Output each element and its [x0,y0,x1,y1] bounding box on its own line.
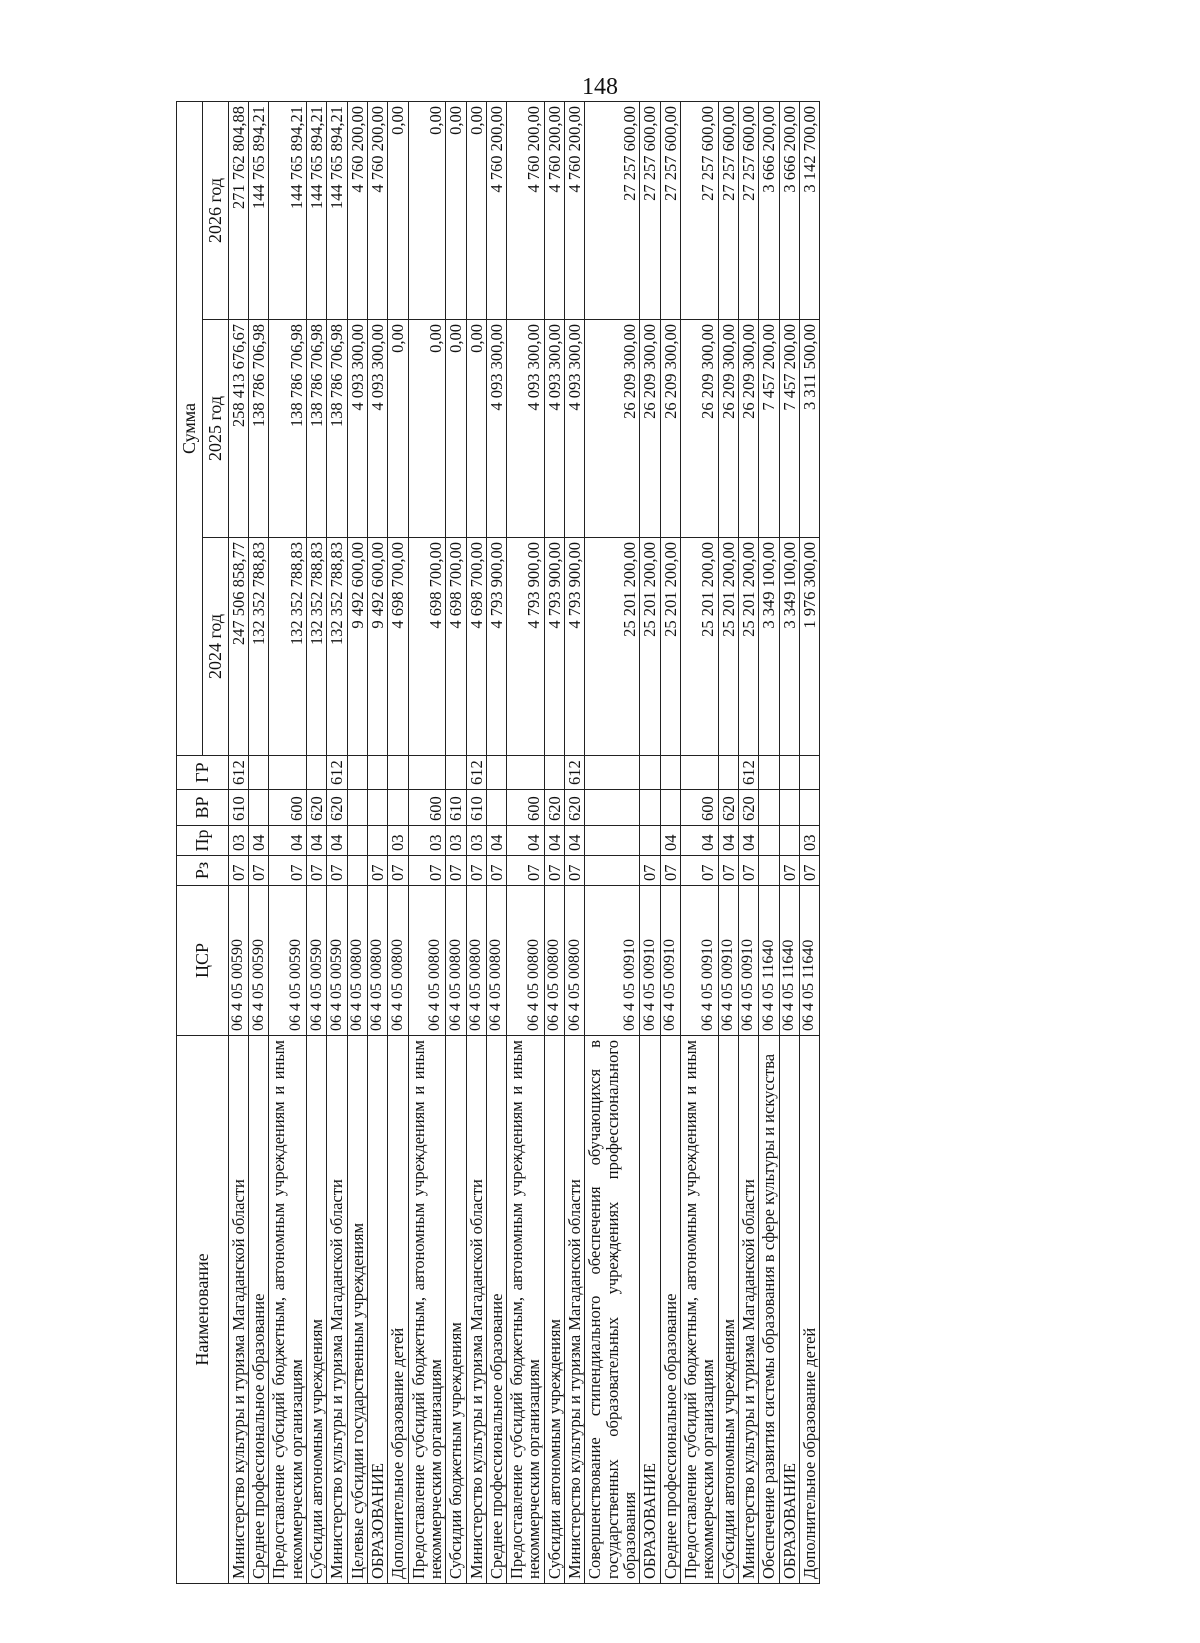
row-vr: 600 [507,790,545,826]
row-sum-2026: 144 765 894,21 [249,102,269,320]
row-csr: 06 4 05 00800 [347,886,367,1036]
row-rz: 07 [307,856,327,886]
row-rz: 07 [249,856,269,886]
row-vr: 620 [307,790,327,826]
row-gr: 612 [228,756,248,790]
row-name: ОБРАЗОВАНИЕ [640,1036,660,1584]
row-pr: 03 [388,826,408,856]
row-sum-2026: 4 760 200,00 [565,102,585,320]
row-vr: 620 [565,790,585,826]
row-name: Обеспечение развития системы образования в сфере культуры и искусства [759,1036,779,1584]
row-rz [347,856,367,886]
row-gr [408,756,446,790]
row-sum-2024: 25 201 200,00 [585,538,640,756]
row-vr: 620 [738,790,758,826]
row-csr: 06 4 05 11640 [799,886,819,1036]
table-row [347,102,367,1584]
row-vr [660,790,680,826]
row-pr: 04 [738,826,758,856]
row-rz: 07 [327,856,347,886]
row-sum-2025: 0,00 [408,320,446,538]
row-name: Предоставление субсидий бюджетным, автономным учреждениям и иным некоммерческим организациям [680,1036,718,1584]
row-name: Субсидии автономным учреждениям [718,1036,738,1584]
row-name: Дополнительное образование детей [799,1036,819,1584]
row-name: Министерство культуры и туризма Магаданской области [738,1036,758,1584]
row-sum-2026: 4 760 200,00 [486,102,506,320]
row-vr: 610 [228,790,248,826]
table-row [640,102,660,1584]
row-sum-2026: 144 765 894,21 [307,102,327,320]
row-csr: 06 4 05 00590 [249,886,269,1036]
row-vr [799,790,819,826]
row-sum-2025: 138 786 706,98 [327,320,347,538]
row-sum-2026: 0,00 [446,102,466,320]
row-csr: 06 4 05 00800 [388,886,408,1036]
row-sum-2024: 25 201 200,00 [640,538,660,756]
row-sum-2026: 0,00 [466,102,486,320]
header-2026: 2026 год [202,102,228,320]
row-sum-2025: 0,00 [466,320,486,538]
row-vr [388,790,408,826]
table-row [680,102,718,1584]
header-csr: ЦСР [177,886,229,1036]
row-gr: 612 [466,756,486,790]
table-row [249,102,269,1584]
row-sum-2024: 4 698 700,00 [408,538,446,756]
table-row [507,102,545,1584]
row-csr: 06 4 05 00800 [446,886,466,1036]
row-sum-2024: 3 349 100,00 [779,538,799,756]
row-rz: 07 [718,856,738,886]
row-sum-2025: 138 786 706,98 [269,320,307,538]
row-sum-2024: 4 698 700,00 [388,538,408,756]
row-sum-2024: 132 352 788,83 [269,538,307,756]
header-2025: 2025 год [202,320,228,538]
table-row [779,102,799,1584]
row-sum-2025: 26 209 300,00 [738,320,758,538]
row-sum-2025: 0,00 [446,320,466,538]
row-sum-2025: 26 209 300,00 [718,320,738,538]
table-row [269,102,307,1584]
row-gr [307,756,327,790]
header-2024: 2024 год [202,538,228,756]
row-rz: 07 [388,856,408,886]
row-pr: 03 [466,826,486,856]
row-sum-2026: 4 760 200,00 [544,102,564,320]
table-row [585,102,640,1584]
row-sum-2026: 27 257 600,00 [585,102,640,320]
row-pr: 04 [307,826,327,856]
row-sum-2024: 25 201 200,00 [680,538,718,756]
row-sum-2024: 4 793 900,00 [565,538,585,756]
row-sum-2026: 3 666 200,00 [779,102,799,320]
row-pr: 04 [544,826,564,856]
row-sum-2025: 7 457 200,00 [759,320,779,538]
row-sum-2026: 27 257 600,00 [738,102,758,320]
row-vr [585,790,640,826]
row-sum-2025: 4 093 300,00 [507,320,545,538]
row-sum-2024: 132 352 788,83 [249,538,269,756]
row-sum-2025: 26 209 300,00 [585,320,640,538]
row-pr [759,826,779,856]
row-vr: 610 [466,790,486,826]
row-sum-2026: 0,00 [408,102,446,320]
row-name: ОБРАЗОВАНИЕ [367,1036,387,1584]
row-name: Предоставление субсидий бюджетным, автономным учреждениям и иным некоммерческим организациям [408,1036,446,1584]
row-pr [779,826,799,856]
row-pr: 04 [486,826,506,856]
row-csr: 06 4 05 00800 [544,886,564,1036]
row-sum-2025: 26 209 300,00 [660,320,680,538]
row-sum-2025: 4 093 300,00 [544,320,564,538]
row-name: Министерство культуры и туризма Магаданской области [466,1036,486,1584]
row-rz: 07 [660,856,680,886]
header-pr: Пр [177,826,229,856]
row-csr: 06 4 05 00590 [307,886,327,1036]
row-csr: 06 4 05 00910 [585,886,640,1036]
row-gr [507,756,545,790]
row-name: Среднее профессиональное образование [249,1036,269,1584]
row-gr [269,756,307,790]
row-rz: 07 [367,856,387,886]
table-row [388,102,408,1584]
row-vr [759,790,779,826]
row-vr: 620 [718,790,738,826]
row-csr: 06 4 05 00590 [269,886,307,1036]
row-pr [585,826,640,856]
row-gr: 612 [738,756,758,790]
row-sum-2025: 258 413 676,67 [228,320,248,538]
row-name: Министерство культуры и туризма Магаданской области [565,1036,585,1584]
row-vr: 610 [446,790,466,826]
row-sum-2026: 27 257 600,00 [660,102,680,320]
row-csr: 06 4 05 00910 [718,886,738,1036]
row-rz [585,856,640,886]
header-sum: Сумма [177,102,203,756]
row-pr: 04 [507,826,545,856]
row-gr [640,756,660,790]
row-gr: 612 [327,756,347,790]
row-sum-2026: 4 760 200,00 [347,102,367,320]
row-name: Субсидии бюджетным учреждениям [446,1036,466,1584]
row-csr: 06 4 05 00910 [680,886,718,1036]
row-pr: 04 [718,826,738,856]
row-sum-2024: 4 698 700,00 [446,538,466,756]
table-row [446,102,466,1584]
row-sum-2024: 4 793 900,00 [507,538,545,756]
budget-table [176,101,820,1584]
table-row [367,102,387,1584]
header-rz: Рз [177,856,229,886]
row-csr: 06 4 05 00800 [507,886,545,1036]
row-vr [347,790,367,826]
row-pr: 04 [269,826,307,856]
row-rz: 07 [466,856,486,886]
row-pr: 04 [249,826,269,856]
row-name: Министерство культуры и туризма Магаданской области [228,1036,248,1584]
row-name: Среднее профессиональное образование [486,1036,506,1584]
row-rz [759,856,779,886]
row-name: Министерство культуры и туризма Магаданской области [327,1036,347,1584]
row-name: Среднее профессиональное образование [660,1036,680,1584]
header-name: Наименование [177,1036,229,1584]
table-row [565,102,585,1584]
row-gr [779,756,799,790]
row-sum-2025: 26 209 300,00 [640,320,660,538]
row-pr: 04 [327,826,347,856]
row-vr [249,790,269,826]
row-gr [544,756,564,790]
row-sum-2024: 3 349 100,00 [759,538,779,756]
row-gr [759,756,779,790]
row-csr: 06 4 05 11640 [759,886,779,1036]
row-rz: 07 [269,856,307,886]
row-sum-2025: 26 209 300,00 [680,320,718,538]
row-name: Предоставление субсидий бюджетным, автономным учреждениям и иным некоммерческим организациям [269,1036,307,1584]
table-row [799,102,819,1584]
row-gr [680,756,718,790]
row-vr [367,790,387,826]
header-gr: ГР [177,756,229,790]
row-sum-2026: 0,00 [388,102,408,320]
row-csr: 06 4 05 00910 [660,886,680,1036]
row-sum-2026: 3 142 700,00 [799,102,819,320]
row-pr [347,826,367,856]
row-sum-2026: 27 257 600,00 [718,102,738,320]
table-row [327,102,347,1584]
row-rz: 07 [640,856,660,886]
table-row [466,102,486,1584]
rotated-table-frame [176,102,1064,1584]
row-gr [486,756,506,790]
row-rz: 07 [738,856,758,886]
row-rz: 07 [408,856,446,886]
row-sum-2025: 7 457 200,00 [779,320,799,538]
row-gr [660,756,680,790]
table-row [544,102,564,1584]
table-row [408,102,446,1584]
row-gr: 612 [565,756,585,790]
row-sum-2025: 4 093 300,00 [486,320,506,538]
row-sum-2024: 25 201 200,00 [718,538,738,756]
row-rz: 07 [486,856,506,886]
row-rz: 07 [544,856,564,886]
row-rz: 07 [565,856,585,886]
header-vr: ВР [177,790,229,826]
row-sum-2025: 0,00 [388,320,408,538]
row-gr [249,756,269,790]
row-pr: 03 [228,826,248,856]
row-pr: 04 [660,826,680,856]
row-sum-2026: 144 765 894,21 [269,102,307,320]
table-row [660,102,680,1584]
row-sum-2025: 3 311 500,00 [799,320,819,538]
row-gr [799,756,819,790]
table-row [486,102,506,1584]
row-gr [718,756,738,790]
row-sum-2024: 4 698 700,00 [466,538,486,756]
row-rz: 07 [446,856,466,886]
row-vr: 600 [408,790,446,826]
row-name: Предоставление субсидий бюджетным, автономным учреждениям и иным некоммерческим организациям [507,1036,545,1584]
row-vr [640,790,660,826]
row-gr [367,756,387,790]
row-name: Целевые субсидии государственным учреждениям [347,1036,367,1584]
row-sum-2024: 4 793 900,00 [486,538,506,756]
row-pr: 04 [565,826,585,856]
row-name: Субсидии автономным учреждениям [307,1036,327,1584]
row-pr [367,826,387,856]
row-sum-2026: 271 762 804,88 [228,102,248,320]
rotated-table-container [176,102,1064,1584]
row-csr: 06 4 05 00800 [466,886,486,1036]
row-gr [446,756,466,790]
row-rz: 07 [507,856,545,886]
row-rz: 07 [680,856,718,886]
row-sum-2025: 138 786 706,98 [307,320,327,538]
row-name: ОБРАЗОВАНИЕ [779,1036,799,1584]
row-gr [388,756,408,790]
row-sum-2025: 4 093 300,00 [347,320,367,538]
row-sum-2024: 247 506 858,77 [228,538,248,756]
table-row [738,102,758,1584]
row-sum-2026: 27 257 600,00 [640,102,660,320]
row-vr [779,790,799,826]
row-csr: 06 4 05 00800 [565,886,585,1036]
table-row [759,102,779,1584]
row-sum-2024: 25 201 200,00 [660,538,680,756]
row-sum-2026: 144 765 894,21 [327,102,347,320]
row-sum-2024: 1 976 300,00 [799,538,819,756]
row-pr: 03 [446,826,466,856]
row-rz: 07 [779,856,799,886]
row-vr: 620 [327,790,347,826]
row-sum-2025: 4 093 300,00 [367,320,387,538]
row-sum-2026: 27 257 600,00 [680,102,718,320]
row-sum-2025: 4 093 300,00 [565,320,585,538]
row-name: Субсидии автономным учреждениям [544,1036,564,1584]
table-header [177,102,229,1584]
row-rz: 07 [228,856,248,886]
row-vr: 620 [544,790,564,826]
row-pr: 04 [680,826,718,856]
row-sum-2024: 9 492 600,00 [347,538,367,756]
row-sum-2024: 132 352 788,83 [327,538,347,756]
row-csr: 06 4 05 11640 [779,886,799,1036]
row-rz: 07 [799,856,819,886]
row-vr [486,790,506,826]
row-csr: 06 4 05 00800 [367,886,387,1036]
row-pr: 03 [408,826,446,856]
row-csr: 06 4 05 00590 [228,886,248,1036]
row-pr [640,826,660,856]
row-name: Дополнительное образование детей [388,1036,408,1584]
row-pr: 03 [799,826,819,856]
table-body [228,102,819,1584]
row-sum-2026: 3 666 200,00 [759,102,779,320]
row-sum-2026: 4 760 200,00 [507,102,545,320]
row-csr: 06 4 05 00910 [738,886,758,1036]
page-number: 148 [582,74,618,100]
row-csr: 06 4 05 00800 [408,886,446,1036]
row-csr: 06 4 05 00910 [640,886,660,1036]
row-vr: 600 [680,790,718,826]
row-sum-2026: 4 760 200,00 [367,102,387,320]
row-sum-2024: 25 201 200,00 [738,538,758,756]
row-gr [585,756,640,790]
row-vr: 600 [269,790,307,826]
row-sum-2024: 9 492 600,00 [367,538,387,756]
table-row [228,102,248,1584]
row-sum-2024: 4 793 900,00 [544,538,564,756]
row-sum-2025: 138 786 706,98 [249,320,269,538]
row-name: Совершенствование стипендиального обеспечения обучающихся в государственных образовательных учреждениях профессионального образования [585,1036,640,1584]
row-sum-2024: 132 352 788,83 [307,538,327,756]
table-row [718,102,738,1584]
table-row [307,102,327,1584]
row-gr [347,756,367,790]
row-csr: 06 4 05 00590 [327,886,347,1036]
row-csr: 06 4 05 00800 [486,886,506,1036]
